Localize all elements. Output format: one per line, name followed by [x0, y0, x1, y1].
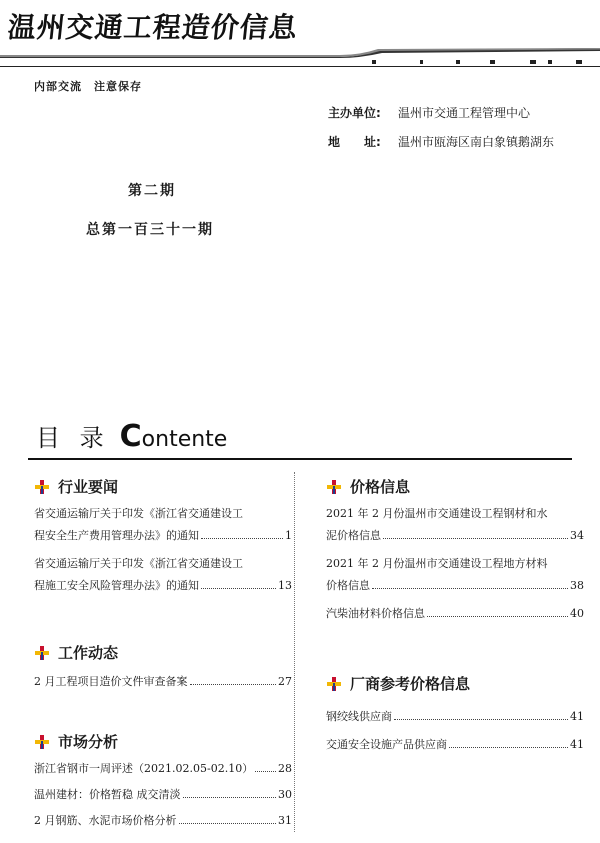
toc-entry[interactable]: 汽柴油材料价格信息 40: [326, 603, 584, 625]
toc-section: [326, 673, 584, 756]
page-number: 38: [570, 579, 584, 592]
issue-total: 总第一百三十一期: [86, 222, 214, 238]
page-number: 28: [278, 762, 292, 775]
page-number: 1: [285, 529, 292, 542]
toc-entry[interactable]: 温州建材：价格暂稳 成交清淡 30: [34, 784, 292, 806]
toc-entry[interactable]: 2021 年 2 月份温州市交通建设工程钢材和水 泥价格信息 34: [326, 503, 584, 547]
toc-section: [34, 476, 292, 597]
toc-entry[interactable]: 2 月工程项目造价文件审查备案 27: [34, 671, 292, 693]
toc-entry[interactable]: 钢绞线供应商 41: [326, 706, 584, 728]
section-bullet-icon: [326, 676, 342, 692]
page-number: 40: [570, 607, 584, 620]
toc-section: [34, 731, 292, 832]
section-bullet-icon: [34, 645, 50, 661]
page-number: 27: [278, 675, 292, 688]
page-number: 41: [570, 710, 584, 723]
masthead-swoosh: [0, 48, 600, 58]
section-title: 厂商参考价格信息: [326, 673, 584, 694]
toc-rule: [28, 458, 572, 460]
toc-column-divider: [294, 472, 295, 832]
masthead-tick: [456, 60, 460, 64]
toc-entry[interactable]: 2021 年 2 月份温州市交通建设工程地方材料 价格信息 38: [326, 553, 584, 597]
publisher-host: [328, 104, 530, 121]
page-number: 34: [570, 529, 584, 542]
section-bullet-icon: [34, 734, 50, 750]
section-title: 工作动态: [34, 642, 292, 663]
toc-entry[interactable]: 交通安全设施产品供应商 41: [326, 734, 584, 756]
publisher-host-value: 温州市交通工程管理中心: [398, 106, 531, 120]
page-number: 30: [278, 788, 292, 801]
toc-entry[interactable]: 浙江省钢市一周评述（2021.02.05-02.10） 28: [34, 758, 292, 780]
publisher-address: [328, 133, 554, 150]
toc-section: [326, 476, 584, 625]
page-number: 41: [570, 738, 584, 751]
publisher-address-value: 温州市瓯海区南白象镇鹅湖东: [398, 135, 555, 149]
section-bullet-icon: [326, 479, 342, 495]
masthead-rule: [0, 66, 600, 67]
page-number: 13: [278, 579, 292, 592]
publisher-address-label: 地 址:: [328, 135, 381, 149]
toc-heading: [36, 418, 227, 454]
masthead-tick: [530, 60, 536, 64]
masthead-tick: [420, 60, 423, 64]
masthead-title: 温州交通工程造价信息: [6, 11, 300, 44]
toc-heading-en: Contente: [119, 419, 228, 454]
masthead-tick: [490, 60, 495, 64]
masthead-tick: [576, 60, 582, 64]
internal-notice: 内部交流 注意保存: [34, 80, 142, 93]
toc-section: [34, 642, 292, 693]
section-title: 价格信息: [326, 476, 584, 497]
section-bullet-icon: [34, 479, 50, 495]
publisher-host-label: 主办单位:: [328, 106, 381, 120]
page-number: 31: [278, 814, 292, 827]
toc-entry[interactable]: 省交通运输厅关于印发《浙江省交通建设工 程施工安全风险管理办法》的通知 13: [34, 553, 292, 597]
masthead-tick: [548, 60, 552, 64]
masthead-tick: [372, 60, 376, 64]
section-title: 市场分析: [34, 731, 292, 752]
issue-number: 第二期: [128, 183, 176, 199]
toc-entry[interactable]: 省交通运输厅关于印发《浙江省交通建设工 程安全生产费用管理办法》的通知 1: [34, 503, 292, 547]
toc-entry[interactable]: 2 月钢筋、水泥市场价格分析 31: [34, 810, 292, 832]
toc-heading-cn: 目 录: [36, 424, 110, 452]
section-title: 行业要闻: [34, 476, 292, 497]
